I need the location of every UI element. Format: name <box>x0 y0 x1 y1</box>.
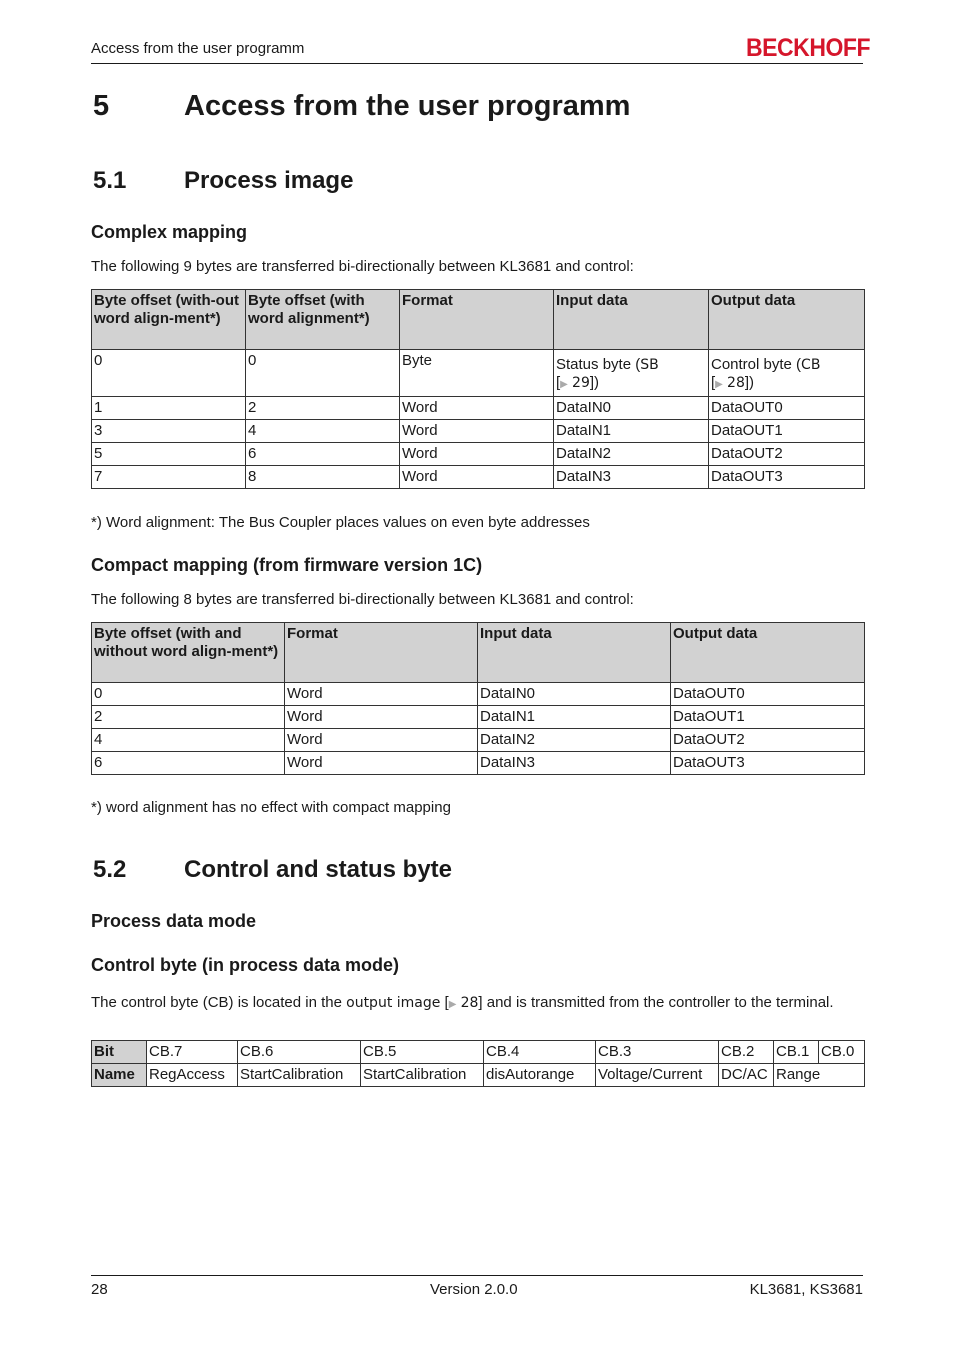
table-cell: 0 <box>246 350 400 397</box>
bit-cell: CB.7 <box>147 1041 238 1064</box>
page-arrow-icon: ▶ <box>560 379 568 390</box>
compact-mapping-table <box>91 622 865 775</box>
table-cell: DataOUT1 <box>671 706 865 729</box>
table-cell: DataIN1 <box>554 420 709 443</box>
table-cell: DataOUT1 <box>709 420 865 443</box>
complex-intro: The following 9 bytes are transferred bi-directionally between KL3681 and control: <box>91 258 634 275</box>
table-cell: DataIN2 <box>554 443 709 466</box>
table-cell: DataOUT0 <box>709 397 865 420</box>
bit-cell: CB.6 <box>238 1041 361 1064</box>
bit-cell: CB.3 <box>596 1041 719 1064</box>
page-arrow-icon: ▶ <box>448 999 457 1010</box>
name-cell: Range <box>774 1064 865 1087</box>
table-cell: DataOUT3 <box>709 466 865 489</box>
table-row <box>92 443 865 466</box>
heading-compact-mapping: Compact mapping (from firmware version 1C) <box>91 555 483 575</box>
status-byte-link[interactable]: SB <box>640 357 659 373</box>
header-cell: Byte offset (with and without word align-ment*) <box>92 623 285 683</box>
table-cell: Word <box>400 420 554 443</box>
name-cell: Voltage/Current <box>596 1064 719 1087</box>
table-cell: Status byte (SB [▶ 29]) <box>554 350 709 397</box>
bit-cell: CB.4 <box>484 1041 596 1064</box>
version-label: Version 2.0.0 <box>430 1281 518 1298</box>
table-cell: 2 <box>246 397 400 420</box>
table-cell: DataIN1 <box>478 706 671 729</box>
table-cell: 4 <box>246 420 400 443</box>
table-row <box>92 466 865 489</box>
bit-cell: CB.2 <box>719 1041 774 1064</box>
heading-control-byte: Control byte (in process data mode) <box>91 955 400 975</box>
compact-footnote: *) word alignment has no effect with compact mapping <box>91 799 451 816</box>
table-cell: DataOUT0 <box>671 683 865 706</box>
cell-text: Control byte ( <box>711 356 802 373</box>
table-cell: DataOUT2 <box>671 729 865 752</box>
table-row <box>92 706 865 729</box>
table-cell: DataIN3 <box>554 466 709 489</box>
name-label: Name <box>92 1064 147 1087</box>
header-cell: Input data <box>554 290 709 350</box>
name-cell: DC/AC <box>719 1064 774 1087</box>
table-cell: DataOUT2 <box>709 443 865 466</box>
table-cell: Word <box>400 397 554 420</box>
table-cell: Word <box>400 466 554 489</box>
output-image-page-link[interactable]: 28 <box>460 995 479 1011</box>
name-cell: StartCalibration <box>238 1064 361 1087</box>
control-byte-description: The control byte (CB) is located in the output image [▶ 28] and is transmitted from the controller to the terminal. <box>91 994 834 1011</box>
header-cell: Input data <box>478 623 671 683</box>
control-byte-table <box>91 1040 865 1087</box>
compact-intro: The following 8 bytes are transferred bi-directionally between KL3681 and control: <box>91 591 634 608</box>
complex-mapping-table <box>91 289 865 489</box>
header-cell: Byte offset (with word alignment*) <box>246 290 400 350</box>
table-cell: DataIN0 <box>478 683 671 706</box>
table-row <box>92 752 865 775</box>
header-cell: Format <box>400 290 554 350</box>
table-cell: 0 <box>92 350 246 397</box>
header-rule <box>91 63 863 64</box>
bit-row <box>92 1041 865 1064</box>
section-number-5-1: 5.1 <box>93 167 127 194</box>
bit-cell: CB.0 <box>819 1041 865 1064</box>
table-cell: 6 <box>92 752 285 775</box>
table-cell: 7 <box>92 466 246 489</box>
header-cell: Byte offset (with-out word align-ment*) <box>92 290 246 350</box>
bit-cell: CB.1 <box>774 1041 819 1064</box>
chapter-number: 5 <box>93 90 110 122</box>
table-row <box>92 350 865 397</box>
product-label: KL3681, KS3681 <box>749 1281 863 1298</box>
table-cell: Control byte (CB [▶ 28]) <box>709 350 865 397</box>
text: The control byte (CB) is located in the <box>91 994 347 1011</box>
output-image-link[interactable]: output image <box>346 995 441 1011</box>
table-cell: 8 <box>246 466 400 489</box>
table-cell: Word <box>285 752 478 775</box>
table-cell: DataOUT3 <box>671 752 865 775</box>
table-cell: DataIN0 <box>554 397 709 420</box>
text: and is transmitted from the controller to the terminal. <box>482 994 834 1011</box>
beckhoff-logo: BECKHOFF <box>746 34 871 62</box>
bit-label: Bit <box>92 1041 147 1064</box>
table-cell: 3 <box>92 420 246 443</box>
bit-cell: CB.5 <box>361 1041 484 1064</box>
page-arrow-icon: ▶ <box>715 379 723 390</box>
table-cell: Word <box>285 683 478 706</box>
table-cell: DataIN2 <box>478 729 671 752</box>
heading-process-data-mode: Process data mode <box>91 911 257 931</box>
table-cell: Byte <box>400 350 554 397</box>
header-cell: Format <box>285 623 478 683</box>
name-cell: RegAccess <box>147 1064 238 1087</box>
control-byte-link[interactable]: CB <box>801 357 821 373</box>
name-cell: disAutorange <box>484 1064 596 1087</box>
section-title-control-status: Control and status byte <box>184 856 453 883</box>
heading-complex-mapping: Complex mapping <box>91 222 248 242</box>
section-title-process-image: Process image <box>184 167 354 194</box>
table-cell: 2 <box>92 706 285 729</box>
running-header: Access from the user programm <box>91 40 305 57</box>
table-row <box>92 683 865 706</box>
table-cell: Word <box>285 729 478 752</box>
table-cell: DataIN3 <box>478 752 671 775</box>
header-cell: Output data <box>671 623 865 683</box>
table-cell: 1 <box>92 397 246 420</box>
footer-rule <box>91 1275 863 1276</box>
table-row <box>92 729 865 752</box>
header-cell: Output data <box>709 290 865 350</box>
page-number: 28 <box>91 1281 108 1298</box>
section-number-5-2: 5.2 <box>93 856 127 883</box>
table-cell: Word <box>400 443 554 466</box>
table-cell: 4 <box>92 729 285 752</box>
table-cell: 6 <box>246 443 400 466</box>
complex-footnote: *) Word alignment: The Bus Coupler places values on even byte addresses <box>91 514 590 531</box>
name-cell: StartCalibration <box>361 1064 484 1087</box>
control-byte-page-link[interactable]: 28 <box>727 375 745 391</box>
table-row <box>92 397 865 420</box>
table-row <box>92 420 865 443</box>
name-row <box>92 1064 865 1087</box>
cell-text: Status byte ( <box>556 356 641 373</box>
table-header-row <box>92 290 865 350</box>
table-cell: 5 <box>92 443 246 466</box>
table-header-row <box>92 623 865 683</box>
status-byte-page-link[interactable]: 29 <box>572 375 590 391</box>
table-cell: Word <box>285 706 478 729</box>
chapter-title: Access from the user programm <box>184 90 631 122</box>
table-cell: 0 <box>92 683 285 706</box>
